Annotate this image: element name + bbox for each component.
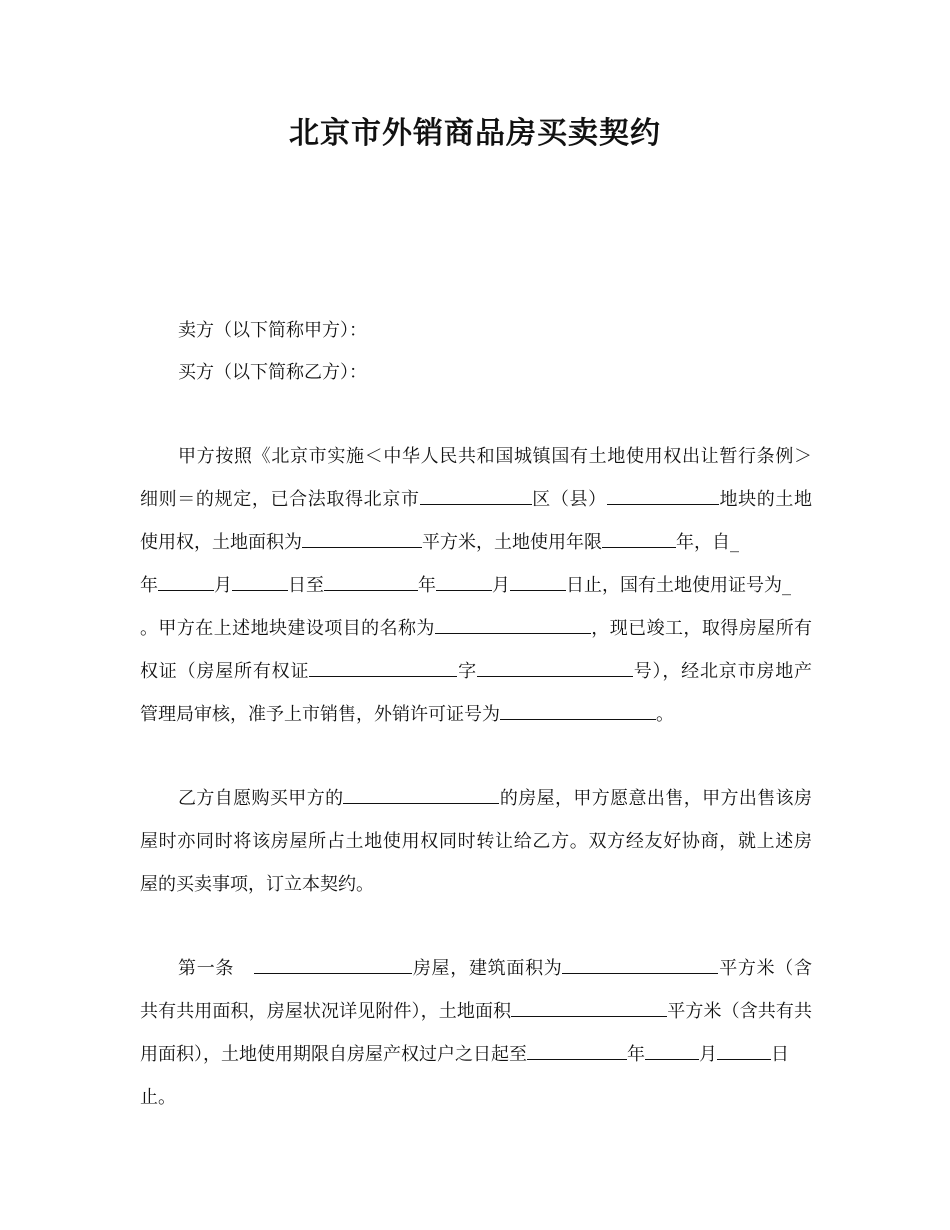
para1-text: 。 xyxy=(656,704,674,725)
article-text: 日 xyxy=(771,1044,789,1065)
para1-text: 字 xyxy=(457,661,477,682)
article-text: 年 xyxy=(627,1044,645,1065)
building-area-blank xyxy=(562,954,718,974)
para1-text: 月 xyxy=(492,575,510,596)
blank xyxy=(717,1040,771,1060)
para1-text: 年 xyxy=(418,575,436,596)
para1-line6 xyxy=(140,657,812,687)
land-area-blank xyxy=(302,528,422,548)
para1-text: 细则＝的规定，已合法取得北京市 xyxy=(140,489,420,510)
para1-line3 xyxy=(140,528,812,558)
para1-text: 日至 xyxy=(288,575,324,596)
para2-line1 xyxy=(140,784,812,814)
blank xyxy=(645,1040,699,1060)
blank xyxy=(436,571,492,591)
para2-text: 乙方自愿购买甲方的 xyxy=(178,788,344,809)
document-title: 北京市外销商品房买卖契约 xyxy=(289,116,661,151)
article-text: 房屋，建筑面积为 xyxy=(412,958,563,979)
blank xyxy=(510,571,566,591)
article-text: 平方米（含共有共 xyxy=(667,1001,812,1022)
para1-text: 使用权，土地面积为 xyxy=(140,532,302,553)
certificate-blank xyxy=(309,657,457,677)
plot-blank xyxy=(607,485,719,505)
article-text: 月 xyxy=(699,1044,717,1065)
para1-line5 xyxy=(140,614,812,644)
para1-text: 月 xyxy=(214,575,232,596)
certificate-number-blank xyxy=(477,657,633,677)
district-blank xyxy=(420,485,532,505)
para2-text: 的房屋，甲方愿意出售，甲方出售该房 xyxy=(499,788,812,809)
project-name-blank xyxy=(435,614,591,634)
para1-text: ，现已竣工，取得房屋所有 xyxy=(590,618,812,639)
para1-text: 区（县） xyxy=(531,489,607,510)
para1-text: 日止，国有土地使用证号为_ xyxy=(566,575,791,596)
para1-text: 地块的土地 xyxy=(718,489,812,510)
para1-text: 平方米，土地使用年限 xyxy=(422,532,602,553)
para1-line1: 甲方按照《北京市实施＜中华人民共和国城镇国有土地使用权出让暂行条例＞ xyxy=(178,446,812,467)
article-text: 平方米（含 xyxy=(718,958,812,979)
para2-line2: 屋时亦同时将该房屋所占土地使用权同时转让给乙方。双方经友好协商，就上述房 xyxy=(140,831,812,852)
buyer-line: 买方（以下简称乙方）： xyxy=(178,362,367,383)
para1-line4 xyxy=(140,571,812,601)
para1-text: 权证（房屋所有权证 xyxy=(140,661,310,682)
para1-text: 。甲方在上述地块建设项目的名称为 xyxy=(140,618,435,639)
para1-line2 xyxy=(140,485,812,515)
article1-line2 xyxy=(140,997,812,1027)
article1-line1 xyxy=(140,954,812,984)
para1-text: 年 xyxy=(140,575,158,596)
article1-line3 xyxy=(140,1040,812,1070)
blank xyxy=(232,571,288,591)
blank xyxy=(527,1040,627,1060)
para1-text: 年，自_ xyxy=(676,532,739,553)
house-blank xyxy=(343,784,499,804)
para1-text: 号），经北京市房地产 xyxy=(632,661,812,682)
term-years-blank xyxy=(602,528,676,548)
para2-line3: 屋的买卖事项，订立本契约。 xyxy=(140,874,374,895)
seller-line: 卖方（以下简称甲方）： xyxy=(178,320,367,341)
para1-text: 管理局审核，准予上市销售，外销许可证号为 xyxy=(140,704,500,725)
blank xyxy=(324,571,418,591)
permit-number-blank xyxy=(500,700,656,720)
article-number: 第一条 xyxy=(178,958,235,979)
article-text: 共有共用面积，房屋状况详见附件），土地面积 xyxy=(140,1001,512,1022)
para1-line7 xyxy=(140,700,812,730)
article-text: 用面积），土地使用期限自房屋产权过户之日起至 xyxy=(140,1044,527,1065)
land-area-blank xyxy=(511,997,667,1017)
article1-line4: 止。 xyxy=(140,1087,176,1108)
house-address-blank xyxy=(254,954,412,974)
blank xyxy=(158,571,214,591)
